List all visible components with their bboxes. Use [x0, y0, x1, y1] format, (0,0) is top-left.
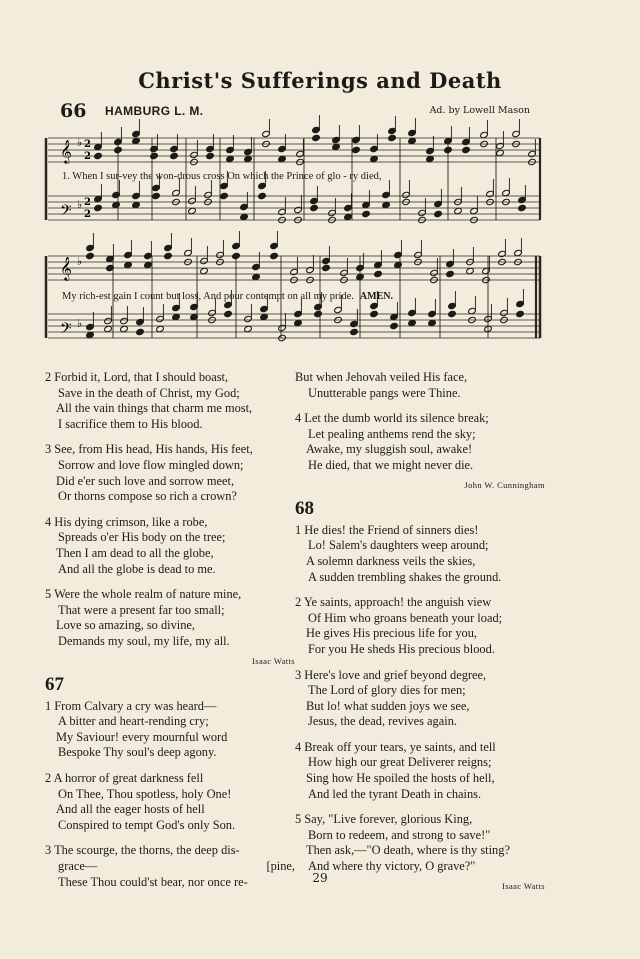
note-head: [434, 210, 443, 217]
verse-line: 1 He dies! the Friend of sinners dies!: [295, 522, 479, 537]
note-head: [188, 207, 197, 214]
music-marks: [60, 136, 91, 341]
note-head: [516, 310, 525, 317]
hymn-number: 68: [295, 498, 314, 520]
note-head: [394, 261, 403, 268]
note-head: [132, 137, 141, 144]
note-head: [388, 134, 397, 141]
verse-line: Sorrow and love flow mingled down;: [58, 457, 244, 472]
note-head: [356, 273, 365, 280]
note-head: [312, 134, 321, 141]
note-head: [226, 155, 235, 162]
note-head: [120, 325, 129, 332]
time-signature: 2: [84, 197, 91, 208]
note-head: [374, 270, 383, 277]
note-head: [344, 213, 353, 220]
verse-line: 1 From Calvary a cry was heard—: [45, 698, 217, 713]
verse-line: 4 His dying crimson, like a robe,: [45, 514, 208, 529]
page-title: Christ's Sufferings and Death: [138, 68, 502, 93]
verse-line: Of Him who groans beneath your load;: [308, 610, 503, 625]
note-head: [370, 155, 379, 162]
verse-line: But when Jehovah veiled His face,: [295, 370, 468, 384]
note-head: [496, 149, 505, 156]
verse-line: These Thou could'st bear, nor once re-: [58, 874, 248, 889]
hymn-number: 66: [60, 100, 87, 122]
verse-line: Bespoke Thy soul's deep agony.: [58, 745, 217, 760]
note-head: [446, 270, 455, 277]
treble-clef-icon: 𝄞: [60, 139, 72, 163]
author: John W. Cunningham: [464, 479, 545, 490]
verse-line: The Lord of glory dies for men;: [308, 683, 466, 698]
tune-name: HAMBURG L. M.: [105, 104, 204, 118]
verse-line: 3 The scourge, the thorns, the deep dis-: [45, 843, 240, 858]
note-head: [466, 267, 475, 274]
note-head: [518, 204, 527, 211]
verse-line: But lo! what sudden joys we see,: [306, 698, 470, 713]
flat-icon: ♭: [77, 255, 83, 268]
verse-line: 2 A horror of great darkness fell: [45, 771, 204, 786]
verse-line: Awake, my sluggish soul, awake!: [306, 442, 473, 457]
flat-icon: ♭: [77, 198, 83, 211]
stanza: [45, 442, 295, 504]
note-head: [408, 319, 417, 326]
page-number: 29: [312, 871, 328, 885]
stanza: [295, 740, 545, 802]
note-head: [220, 192, 229, 199]
note-head: [428, 319, 437, 326]
flat-icon: ♭: [77, 317, 83, 330]
stanza: [295, 523, 545, 585]
left-column: [45, 370, 295, 900]
verse-line: Spreads o'er His body on the tree;: [58, 530, 226, 545]
bass-clef-icon: 𝄢: [60, 202, 72, 223]
verse-line: Sing how He spoiled the hosts of hell,: [306, 771, 495, 786]
stanza: [45, 699, 295, 761]
note-head: [258, 192, 267, 199]
note-head: [112, 201, 121, 208]
verse-line: For you He sheds His precious blood.: [308, 641, 495, 656]
bass-clef-icon: 𝄢: [60, 320, 72, 341]
hymn-66-lyrics-line-2: [62, 291, 393, 302]
verse-line: 5 Were the whole realm of nature mine,: [45, 587, 242, 602]
verse-line: How high our great Deliverer reigns;: [308, 755, 492, 770]
author: Isaac Watts: [502, 880, 545, 891]
verse-line: And all the globe is dead to me.: [58, 561, 216, 576]
note-head: [362, 210, 371, 217]
verse-line: And led the tyrant Death in chains.: [308, 786, 482, 801]
stanza: [45, 370, 295, 432]
author: Isaac Watts: [252, 655, 295, 666]
tune-credit: Ad. by Lowell Mason: [429, 105, 530, 116]
note-head: [240, 213, 249, 220]
note-head: [244, 155, 253, 162]
verse-line: Love so amazing, so divine,: [56, 618, 196, 633]
hymn-66-lyrics-line-1: 1. When I sur-vey the won-drous cross On which the Prince of glo - ry died,: [62, 171, 382, 182]
verse-line: A solemn darkness veils the skies,: [306, 553, 476, 568]
hymn-66-verses: [45, 370, 295, 650]
note-head: [206, 152, 215, 159]
note-head: [322, 264, 331, 271]
verse-line: Conspired to tempt God's only Son.: [58, 817, 236, 832]
verse-line: He gives His precious life for you,: [306, 626, 478, 641]
music-notes: [86, 115, 537, 342]
verse-line: I sacrifice them to His blood.: [58, 416, 203, 431]
note-head: [86, 331, 95, 338]
note-head: [270, 252, 279, 259]
verse-line: My Saviour! every mournful word: [56, 729, 228, 744]
note-head: [124, 261, 133, 268]
treble-clef-icon: 𝄞: [60, 256, 72, 280]
verse-line: A sudden trembling shakes the ground.: [308, 569, 502, 584]
note-head: [370, 310, 379, 317]
note-head: [224, 310, 233, 317]
note-head: [104, 325, 113, 332]
verse-line: Jesus, the dead, revives again.: [308, 714, 457, 729]
note-head: [454, 207, 463, 214]
verse-line: Did e'er such love and sorrow meet,: [56, 473, 235, 488]
note-head: [314, 310, 323, 317]
note-head: [408, 137, 417, 144]
time-signature: 2: [84, 209, 91, 220]
verse-line: Demands my soul, my life, my all.: [58, 633, 230, 648]
note-head: [164, 252, 173, 259]
stanza: [45, 587, 295, 649]
stanza: [295, 668, 545, 730]
lyrics-text: My rich-est gain I count but loss, And pour contempt on all my pride.: [62, 291, 354, 302]
verse-line: That were a present far too small;: [58, 602, 225, 617]
verse-line: Born to redeem, and strong to save!": [308, 827, 491, 842]
note-head: [232, 252, 241, 259]
verse-line: 5 Say, "Live forever, glorious King,: [295, 812, 473, 827]
note-head: [136, 328, 145, 335]
note-head: [244, 325, 253, 332]
note-head: [352, 146, 361, 153]
note-head: [278, 155, 287, 162]
note-head: [252, 273, 261, 280]
verse-line: On Thee, Thou spotless, holy One!: [58, 786, 232, 801]
note-head: [144, 261, 153, 268]
verse-line: 3 Here's love and grief beyond degree,: [295, 667, 487, 682]
verse-line: 4 Break off your tears, ye saints, and tell: [295, 739, 496, 754]
verse-line: A bitter and heart-rending cry;: [58, 714, 209, 729]
stanza: [45, 771, 295, 833]
note-head: [152, 192, 161, 199]
sheet-music: [0, 0, 640, 370]
verse-line: He died, that we might never die.: [308, 457, 474, 472]
note-head: [150, 152, 159, 159]
note-head: [390, 322, 399, 329]
hymn-67-verse-4: [295, 411, 545, 473]
time-signature: 2: [84, 151, 91, 162]
note-head: [426, 155, 435, 162]
verse-line: 3 See, from His head, His hands, His feet,: [45, 442, 253, 457]
verse-line: And where thy victory, O grave?": [308, 859, 476, 874]
note-head: [94, 152, 103, 159]
verse-line: 2 Forbid it, Lord, that I should boast,: [45, 370, 229, 384]
verse-line: Then ask,—"O death, where is thy sting?: [306, 843, 510, 858]
staff-lines: [46, 138, 540, 338]
note-head: [170, 152, 179, 159]
note-head: [382, 201, 391, 208]
note-head: [94, 204, 103, 211]
note-head: [156, 325, 165, 332]
verse-line: 2 Ye saints, approach! the anguish view: [295, 595, 492, 610]
verse-line: Or thorns compose so rich a crown?: [58, 489, 237, 504]
note-head: [332, 143, 341, 150]
note-head: [172, 313, 181, 320]
hymn-68-verses: [295, 523, 545, 875]
note-head: [114, 146, 123, 153]
note-head: [350, 328, 359, 335]
stanza: [45, 515, 295, 577]
verse-line: Save in the death of Christ, my God;: [58, 385, 240, 400]
note-head: [294, 319, 303, 326]
note-head: [86, 252, 95, 259]
verse-line: Then I am dead to all the globe,: [56, 545, 214, 560]
verse-line: All the vain things that charm me most,: [56, 401, 253, 416]
note-head: [448, 310, 457, 317]
hymn-number: 67: [45, 674, 64, 696]
note-head: [310, 204, 319, 211]
verse-line-part: [pine,: [266, 859, 295, 874]
time-signature: 2: [84, 139, 91, 150]
verse-line-part: grace—: [58, 859, 98, 874]
verse-line: Lo! Salem's daughters weep around;: [308, 538, 489, 553]
flat-icon: ♭: [77, 136, 83, 149]
note-head: [462, 146, 471, 153]
verse-line: And all the eager hosts of hell: [56, 802, 205, 817]
stanza: [295, 812, 545, 874]
verse-line: 4 Let the dumb world its silence break;: [295, 411, 489, 426]
note-head: [132, 201, 141, 208]
right-column: [295, 370, 545, 902]
note-head: [260, 313, 269, 320]
verse-line: Let pealing anthems rend the sky;: [308, 426, 476, 441]
note-head: [444, 146, 453, 153]
hymn-67-verse-3-continued: [295, 370, 545, 401]
stanza: [295, 595, 545, 657]
verse-line: Unutterable pangs were Thine.: [308, 385, 461, 400]
amen-label: AMEN.: [359, 291, 393, 302]
hymn-67-verses: [45, 699, 295, 834]
note-head: [200, 267, 209, 274]
